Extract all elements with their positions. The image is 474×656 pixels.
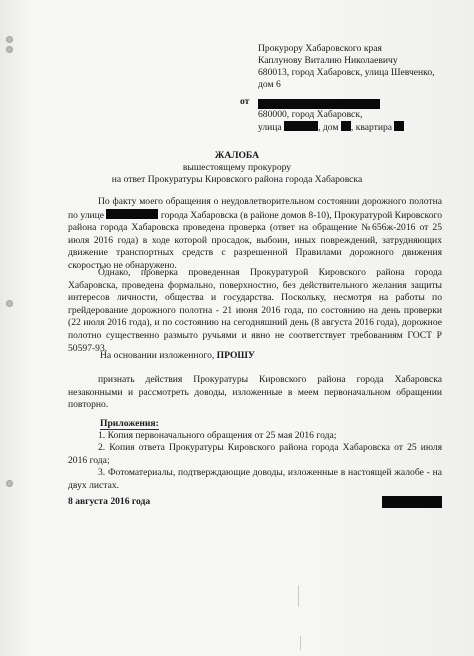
redaction-box [394,121,404,131]
paragraph-4-text: признать действия Прокуратуры Кировского района города Хабаровска незаконными и рассмотреть доводы, изложенные в меем первоначальном обращении повторно. [68,374,442,411]
paragraph-1-end: города Хабаровска (в районе домов 8-10), Прокуратурой Кировского района города Хабаровска проведена проверка (ответ на обращение №656ж-2016 от 25 июля 2016 года) в ходе которой просадок, выбоин, иных повреждений, затрудняющих движение транспортных средств с разрешенной Правилами дорожного движения скоростью не обнаружено. [68,209,442,271]
paragraph-1-start: По факту моего обращения о неудовлетворительном состоянии дорожного полотна по улице [68,196,442,221]
from-label: от [240,96,250,107]
attachment-3-text: 3. Фотоматериалы, подтверждающие доводы, изложенные в настоящей жалобе - на двух листах. [68,467,442,491]
redaction-box [106,209,158,219]
scan-mark [298,585,299,607]
attachments-heading-text: Приложения: [100,418,159,429]
sender-address-1: 680000, город Хабаровск, [258,109,363,120]
paragraph-3-text: На основании изложенного, [100,350,215,361]
document-subtitle-2: на ответ Прокуратуры Кировского района города Хабаровска [111,174,363,185]
street-label: улица [258,122,282,133]
redaction-box [258,99,380,109]
addressee-line-4: дом 6 [258,79,281,90]
document-subtitle-1: вышестоящему прокурору [182,162,292,173]
document-date: 8 августа 2016 года [68,496,151,507]
request-word: ПРОШУ [216,350,255,361]
attachment-2 [68,442,442,467]
punch-hole [6,300,13,307]
paragraph-3 [100,350,255,362]
attachment-3 [68,467,442,492]
scan-mark [300,636,301,650]
apartment-label: , квартира [350,122,393,133]
attachment-1 [68,430,442,443]
signature-redacted [382,494,442,512]
punch-hole [6,36,13,43]
paragraph-1 [68,196,442,273]
punch-hole [6,480,13,487]
document-title: ЖАЛОБА [214,150,260,161]
house-label: , дом [318,122,339,133]
punch-hole [6,46,13,53]
redaction-box [382,496,442,508]
redaction-box [341,121,351,131]
addressee-line-1: Прокурору Хабаровского края [258,43,382,54]
paragraph-2 [68,267,442,355]
paragraph-2-text: Однако, проверка проведенная Прокуратурой Кировского района города Хабаровска, проведена формально, поверхностно, без действительного желания защиты интересов личности, общества и государства. Поскольку, несмотря на работы по грейдерование дорожного полотна - 21 июня 2016 года, по состоянию на день проверки (22 июля 2016 года), и по состоянию на сегодняшний день (8 августа 2016 года), дорожное полотно существенно размыто ручьями и явно не соответствует требованиям ГОСТ Р 50597-93. [68,267,442,354]
sender-address-2 [258,121,404,134]
attachment-1-text: 1. Копия первоначального обращения от 25 мая 2016 года; [98,430,337,441]
addressee-line-3: 680013, город Хабаровск, улица Шевченко, [258,67,435,78]
paragraph-4 [68,374,442,412]
attachments-heading [100,418,159,430]
redaction-box [284,121,318,131]
addressee-line-2: Каплунову Виталию Николаевичу [258,55,398,66]
attachment-2-text: 2. Копия ответа Прокуратуры Кировского района города Хабаровска от 25 июля 2016 года; [68,442,442,466]
